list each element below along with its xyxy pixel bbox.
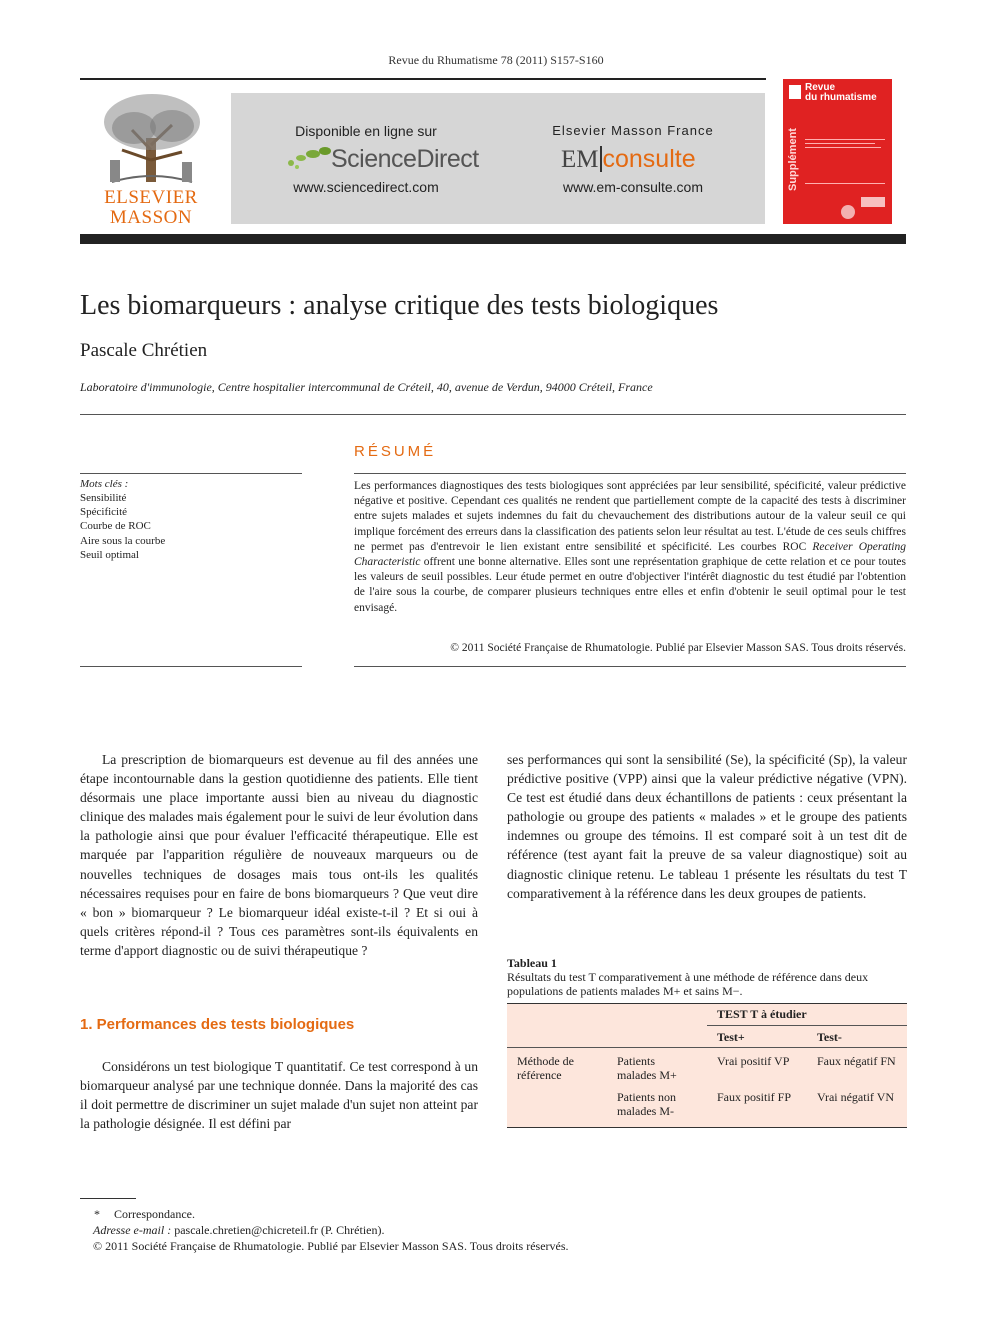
cover-supplement-label: Supplément <box>787 128 799 191</box>
article-title: Les biomarqueurs : analyse critique des tests biologiques <box>80 290 719 321</box>
email-link[interactable]: pascale.chretien@chicreteil.fr (P. Chrétien). <box>174 1223 385 1237</box>
body-paragraph-intro: La prescription de biomarqueurs est devenue au fil des années une étape incontournable dans la gestion quotidienne des patients. Elle tient désormais une place importante aussi bien au niveau du diagnostic clinique des malades mais également pour le suivi de leur évolution dans la pathologie ainsi que pour évaluer l'efficacité thérapeutique. Elle est marquée par l'apparition régulière de nouveaux marqueurs ou de nouvelles techniques de dosages mais tous ont-ils les qualités nécessaires requises pour en faire de bons biomarqueurs ? Que veut dire « bon » biomarqueur ? Le biomarqueur idéal existe-t-il ? Et si oui à quels critères répond-il ? Tous ces paramètres sont-ils équivalents en terme d'apport diagnostic ou de suivi thérapeutique ? <box>80 752 478 958</box>
abstract-top-rule <box>354 473 906 474</box>
keywords-bottom-rule <box>80 666 302 667</box>
sciencedirect-url[interactable]: www.sciencedirect.com <box>293 179 439 195</box>
footnote-rule <box>80 1198 136 1199</box>
cover-badge <box>789 85 801 99</box>
table-cell: Vrai négatif VN <box>817 1090 895 1104</box>
sciencedirect-block[interactable] <box>231 93 501 224</box>
abstract-copyright: © 2011 Société Française de Rhumatologie. Publié par Elsevier Masson SAS. Tous droits réservés. <box>450 642 906 654</box>
footnote-correspondance: * Correspondance. <box>94 1207 195 1221</box>
journal-cover <box>783 79 892 224</box>
keyword-item: Spécificité <box>80 506 128 518</box>
table-cell: Faux positif FP <box>717 1090 792 1104</box>
keywords-top-rule <box>80 473 302 474</box>
table-bottom-rule <box>507 1127 907 1128</box>
table-group-header: TEST T à étudier <box>717 1007 807 1021</box>
table-cell: Vrai positif VP <box>717 1054 790 1068</box>
elsevier-masson-wordmark: ELSEVIER MASSON <box>104 187 198 228</box>
table-cell: Faux négatif FN <box>817 1054 896 1068</box>
article-author: Pascale Chrétien <box>80 340 208 361</box>
availability-banner <box>231 93 765 224</box>
sd-available-label: Disponible en ligne sur <box>295 123 437 139</box>
body-paragraph-section1: Considérons un test biologique T quantitatif. Ce test correspond à un biomarqueur analysé par une technique donnée. Dans la majorité des cas il doit permettre de discriminer un sujet malade d'un sujet non atteint par la pathologie désignée. Il est défini par <box>80 1059 478 1132</box>
footnote-email: Adresse e-mail : pascale.chretien@chicreteil.fr (P. Chrétien). <box>93 1223 385 1237</box>
table-row-label: Patients malades M+ <box>617 1054 677 1082</box>
keyword-item: Sensibilité <box>80 492 127 504</box>
header-thick-bar <box>80 234 906 244</box>
table-row-header: Méthode de référence <box>517 1054 574 1082</box>
keyword-item: Courbe de ROC <box>80 520 151 532</box>
emconsulte-block[interactable] <box>501 93 765 224</box>
keywords-label: Mots clés : <box>80 478 129 490</box>
cover-title: Revue du rhumatisme <box>805 82 877 103</box>
journal-reference: Revue du Rhumatisme 78 (2011) S157-S160 <box>388 53 604 67</box>
cover-society-logo <box>841 205 855 219</box>
abstract-bottom-rule <box>354 666 906 667</box>
table-col-header: Test- <box>817 1030 842 1044</box>
abstract-text: Les performances diagnostiques des tests biologiques sont appréciées par leur sensibilité, spécificité, valeur prédictive négative et positive. Cependant ces qualités ne rendent que partiellement compte de la capacité des tests à discriminer entre sujets malades et sujets indemnes du fait du chevauchement des distributions autour de la valeur seuil ce qui implique forcément des erreurs dans la classification des patients selon leur résultat au test. L'étude de ces seuls chiffres ne permet pas d'entrevoir le lien existant entre sensibilité et spécificité. Les courbes ROC Receiver Operating Characteristic offrent une bonne alternative. Elles sont une représentation graphique de cette relation et ce pour toutes les valeurs de seuil possibles. Leur étude permet en outre d'objectiver l'intérêt diagnostic du test étudié par l'obtention de l'aire sous la courbe, de comparer plusieurs techniques entre elles et enfin d'obtenir le seuil optimal pour le test envisagé. <box>354 480 906 614</box>
table-top-rule <box>507 1003 907 1004</box>
table-row-label: Patients non malades M- <box>617 1090 676 1118</box>
title-rule <box>80 414 906 415</box>
sciencedirect-brand: ScienceDirect <box>331 145 479 173</box>
table-title: Tableau 1 <box>507 956 557 970</box>
em-publisher-label: Elsevier Masson France <box>552 123 714 138</box>
keyword-item: Seuil optimal <box>80 549 139 561</box>
footnote-copyright: © 2011 Société Française de Rhumatologie. Publié par Elsevier Masson SAS. Tous droits réservés. <box>93 1239 569 1253</box>
resume-heading: RÉSUMÉ <box>354 443 437 460</box>
section-heading: 1. Performances des tests biologiques <box>80 1016 355 1033</box>
keyword-item: Aire sous la courbe <box>80 535 166 547</box>
sciencedirect-leaf-icon <box>283 145 333 171</box>
header-rule <box>80 78 766 80</box>
emconsulte-url[interactable]: www.em-consulte.com <box>562 179 704 195</box>
body-paragraph-right: ses performances qui sont la sensibilité (Se), la spécificité (Sp), la valeur prédictive positive (VPP) ainsi que la valeur prédictive négative (VPN). Ce test est étudié dans deux échantillons de patients : ceux présentant la pathologie ou groupe des patients « malades » et le groupe des patients indemnes ou groupe des témoins. Il est comparé soit à un test dit de référence (test ayant fait la preuve de sa valeur diagnostique) soit au diagnostic clinique retenu. Le tableau 1 présente les résultats du test T comparativement à la référence dans les deux groupes de patients. <box>507 752 907 901</box>
article-affiliation: Laboratoire d'immunologie, Centre hospitalier intercommunal de Créteil, 40, avenue de Verdun, 94000 Créteil, France <box>80 380 653 394</box>
table-caption: Résultats du test T comparativement à une méthode de référence dans deux populations de patients malades M+ et sains M−. <box>507 970 869 998</box>
emconsulte-brand: EM consulte <box>561 145 696 173</box>
table-col-header: Test+ <box>717 1030 745 1044</box>
